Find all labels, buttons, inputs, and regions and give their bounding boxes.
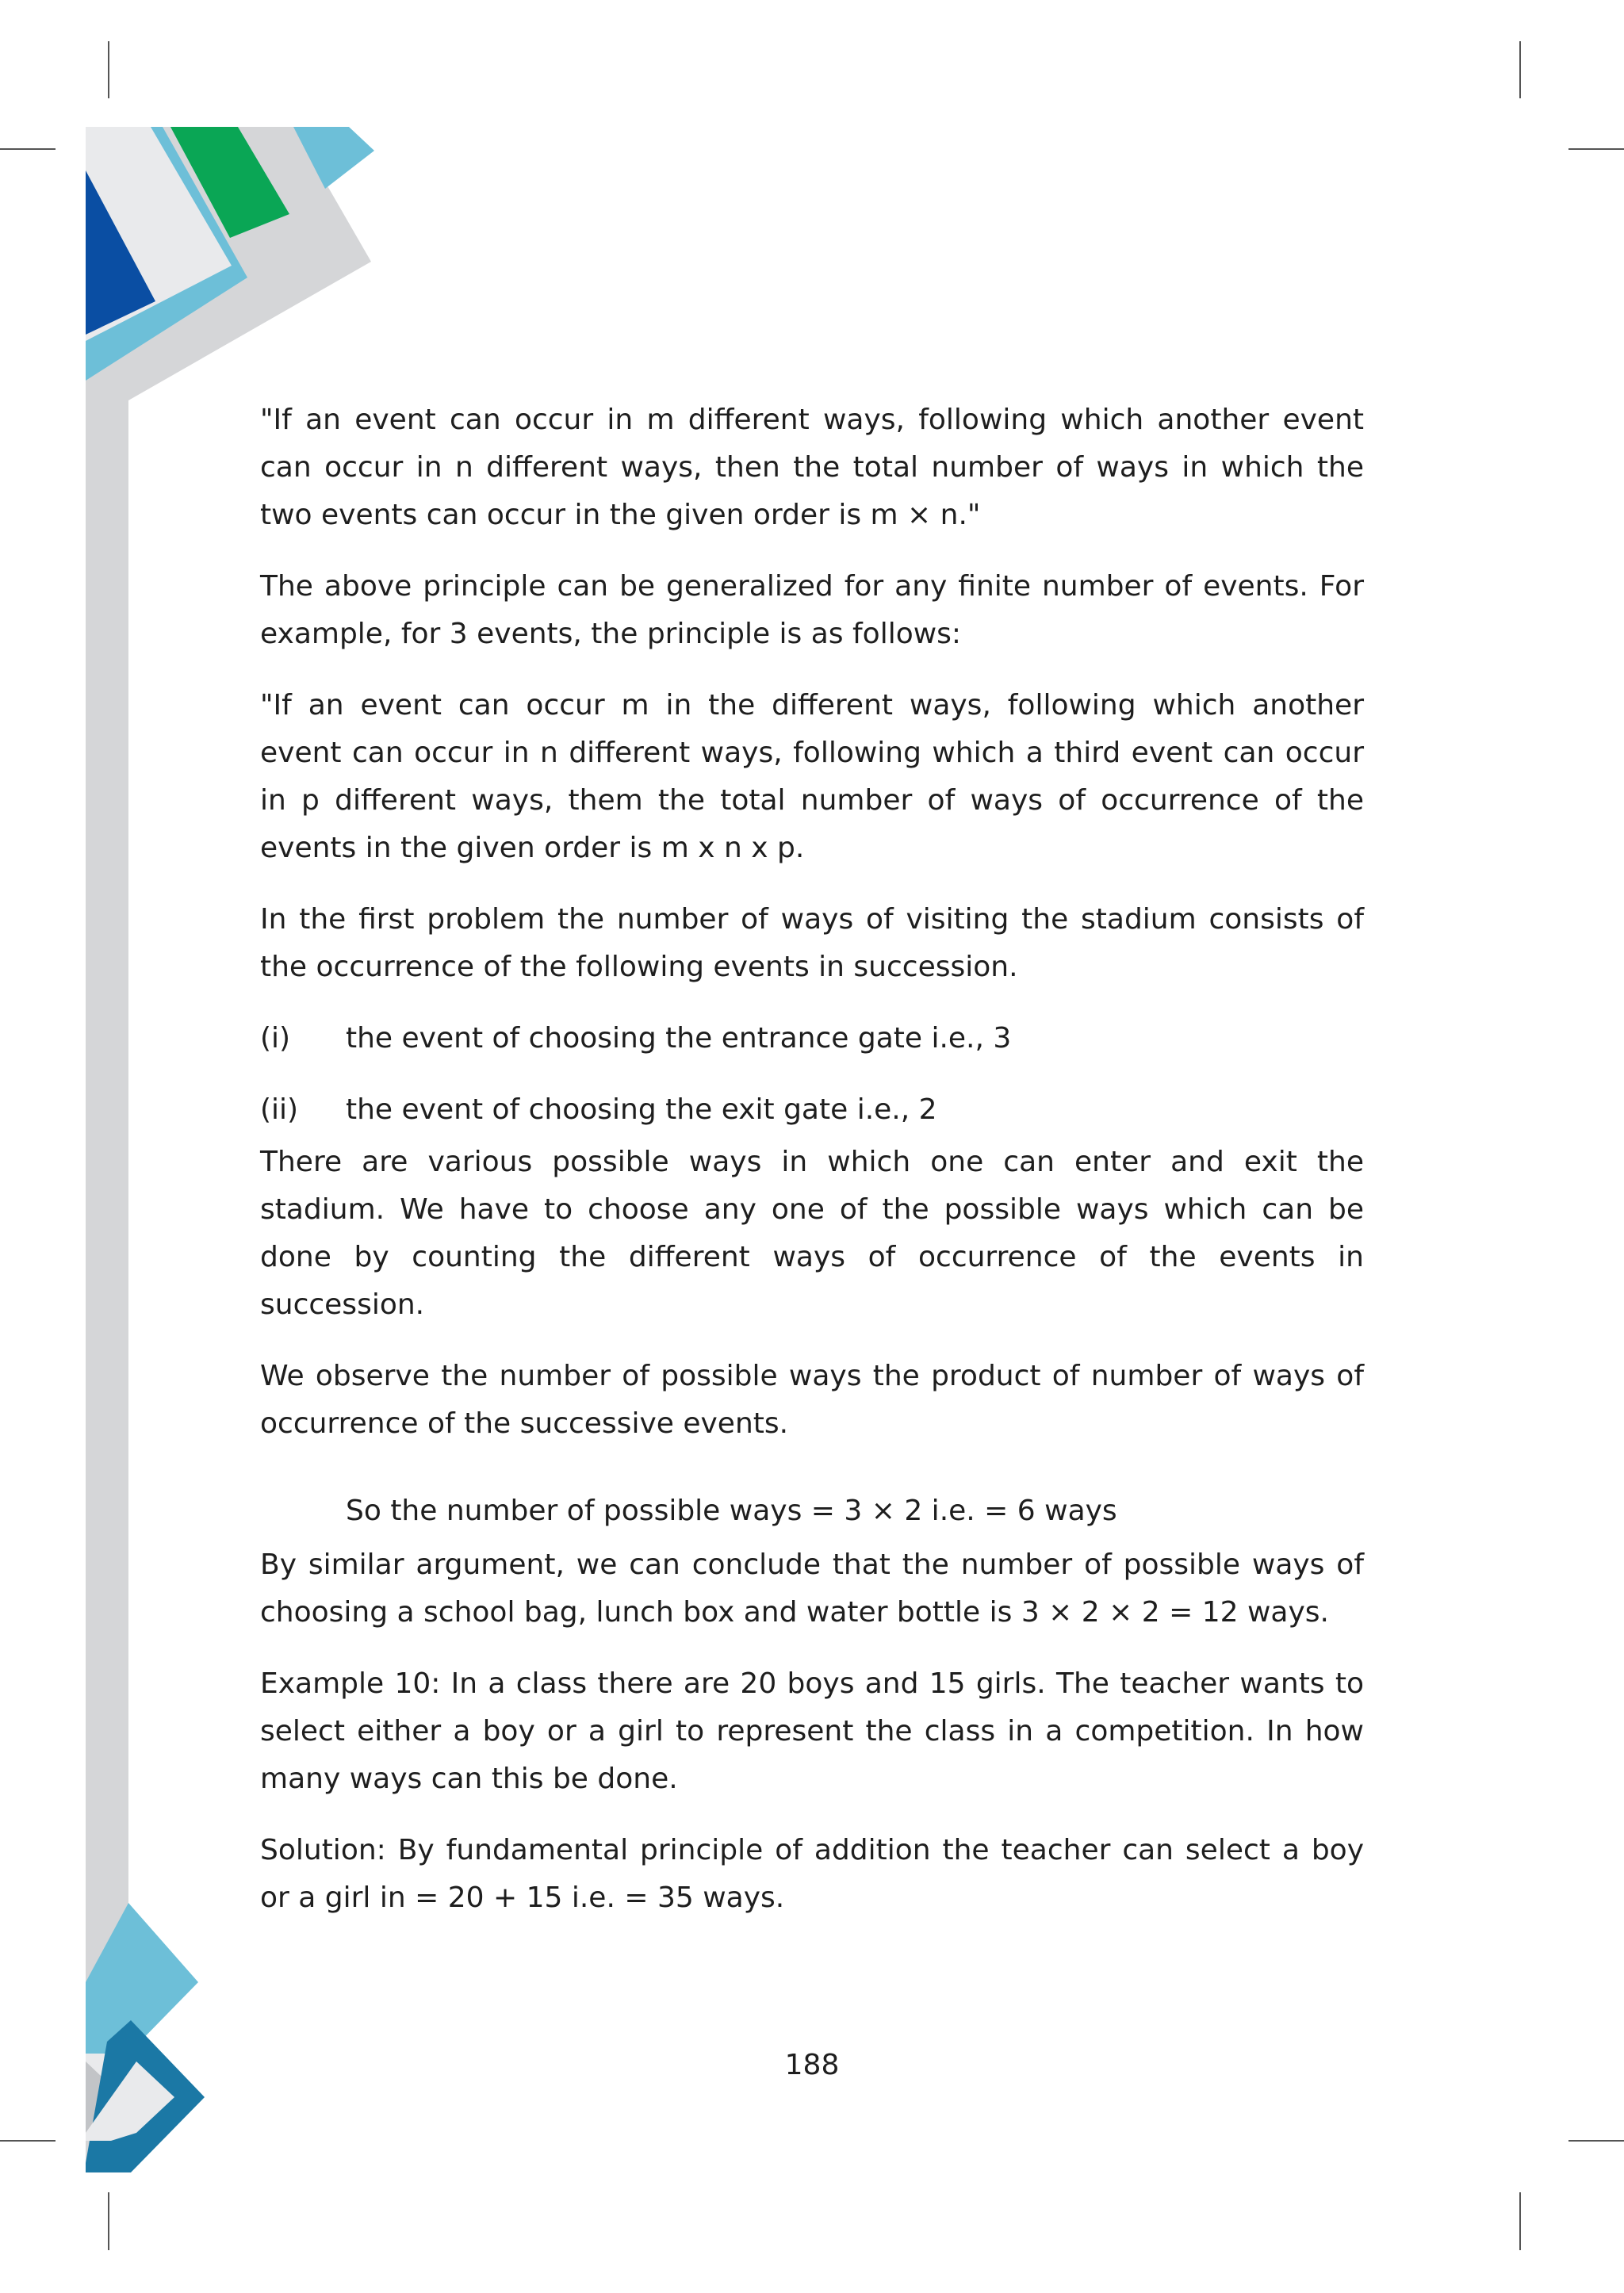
similar-argument-paragraph: By similar argument, we can conclude that the number of possible ways of choosing a school bag, lunch box and water bottle is 3 × 2 × 2 = 12 ways. (260, 1548, 1364, 1629)
list-marker: (i) (260, 1022, 291, 1055)
list-item-text: the event of choosing the entrance gate i.e., 3 (346, 1022, 1012, 1055)
list-item-text: the event of choosing the exit gate i.e., 2 (346, 1093, 937, 1126)
first-problem-paragraph: In the first problem the number of ways of visiting the stadium consists of the occurrence of the following events in succession. (260, 903, 1364, 983)
formula-line: So the number of possible ways = 3 × 2 i.e. = 6 ways (346, 1495, 1117, 1527)
left-margin-band (86, 389, 128, 2172)
principle-two-events: "If an event can occur in m different ways, following which another event can occur in n different ways, then the total number of ways in which the two events can occur in the given order is m × n." (260, 404, 1364, 531)
page-body (260, 396, 1364, 1946)
list-item (260, 1015, 1364, 1062)
solution-paragraph: Solution: By fundamental principle of addition the teacher can select a boy or a girl in = 20 + 15 i.e. = 35 ways. (260, 1834, 1364, 1914)
page-number: 188 (784, 2049, 840, 2081)
principle-three-events: "If an event can occur m in the different ways, following which another event can occur in n different ways, following which a third event can occur in p different ways, them the total number of ways of occurrence of the events in the given order is m x n x p. (260, 689, 1364, 864)
observation-paragraph: We observe the number of possible ways the product of number of ways of occurrence of the successive events. (260, 1360, 1364, 1440)
generalization-paragraph: The above principle can be generalized for any finite number of events. For example, for 3 events, the principle is as follows: (260, 570, 1364, 650)
list-marker: (ii) (260, 1093, 299, 1126)
list-item (260, 1086, 1364, 1134)
possible-ways-paragraph: There are various possible ways in which one can enter and exit the stadium. We have to choose any one of the possible ways which can be done by counting the different ways of occurrence of the events in succession. (260, 1146, 1364, 1321)
example-10: Example 10: In a class there are 20 boys and 15 girls. The teacher wants to select either a boy or a girl to represent the class in a competition. In how many ways can this be done. (260, 1667, 1364, 1795)
top-left-corner-graphic (86, 127, 374, 400)
